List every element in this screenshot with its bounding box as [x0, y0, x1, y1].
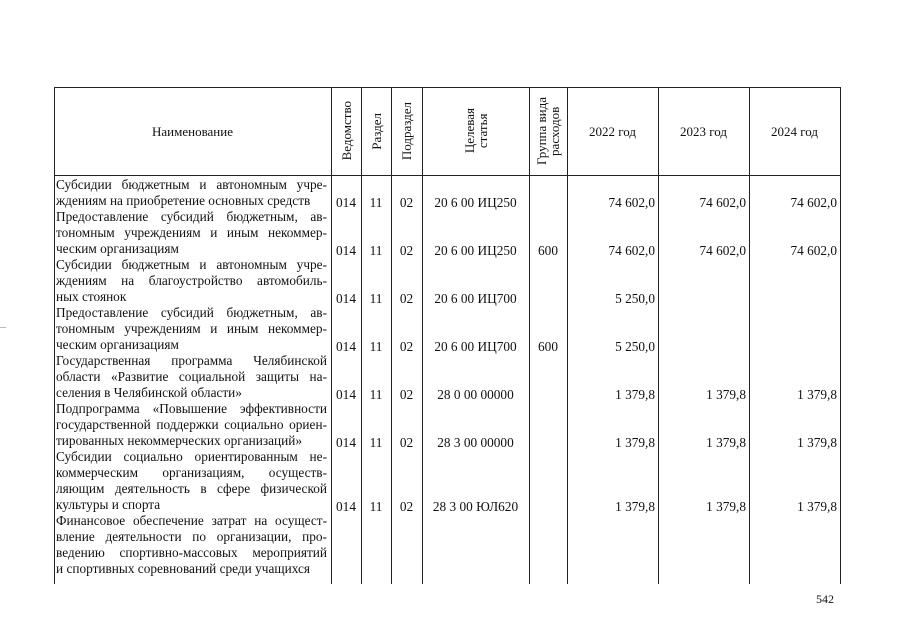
row-name-line: Подпрограмма «Повышение эффективности	[56, 401, 327, 416]
row-cell-podrazdel: 02	[399, 291, 414, 306]
row-cell-y2024: 1 379,8	[797, 387, 837, 402]
row-name-line: коммерческим организациям, осуществ-	[56, 465, 327, 480]
header-ved	[331, 87, 361, 175]
row-name-line: области «Развитие социальной защиты на-	[56, 369, 327, 384]
row-cell-gruppa: 600	[538, 339, 558, 354]
header-2023	[658, 87, 749, 175]
row-name-line: вление деятельности по организации, про-	[56, 529, 327, 544]
row-cell-podrazdel: 02	[399, 387, 414, 402]
header-ved-label: Ведомство	[338, 101, 354, 161]
row-cell-y2022: 1 379,8	[615, 499, 655, 514]
row-name-line: Предоставление субсидий бюджетным, ав-	[56, 305, 327, 320]
header-statya-line2: статья	[474, 113, 490, 149]
row-cell-y2024: 1 379,8	[797, 435, 837, 450]
row-name-line: Государственная программа Челябинской	[56, 353, 327, 368]
row-cell-ved: 014	[336, 435, 356, 450]
row-name-line: ждениям на благоустройство автомобиль-	[56, 273, 327, 288]
header-razdel-label: Раздел	[368, 112, 384, 150]
header-2024-label: 2024 год	[771, 123, 818, 139]
row-cell-y2023: 1 379,8	[706, 499, 746, 514]
header-2022	[567, 87, 658, 175]
row-cell-podrazdel: 02	[399, 435, 414, 450]
header-gruppa	[529, 87, 567, 175]
row-cell-razdel: 11	[369, 435, 383, 450]
header-gruppa-label	[535, 97, 561, 165]
row-cell-statya: 28 0 00 00000	[437, 387, 514, 402]
row-cell-statya: 28 3 00 00000	[437, 435, 514, 450]
row-cell-podrazdel: 02	[399, 195, 414, 210]
header-statya	[422, 87, 529, 175]
header-gruppa-line1: Группа вида	[534, 97, 549, 165]
row-cell-y2023: 1 379,8	[706, 435, 746, 450]
row-cell-statya: 20 6 00 ИЦ250	[434, 195, 517, 210]
row-cell-gruppa: 600	[538, 243, 558, 258]
row-cell-statya: 20 6 00 ИЦ700	[434, 339, 517, 354]
header-2023-label: 2023 год	[680, 123, 727, 139]
row-cell-statya: 20 6 00 ИЦ250	[434, 243, 517, 258]
header-statya-line1: Целевая	[461, 108, 477, 154]
row-cell-y2023: 74 602,0	[699, 195, 746, 210]
header-2022-label: 2022 год	[589, 123, 636, 139]
header-2024	[749, 87, 840, 175]
row-cell-y2024: 1 379,8	[797, 499, 837, 514]
header-razdel	[361, 87, 391, 175]
row-cell-ved: 014	[336, 195, 356, 210]
row-cell-razdel: 11	[369, 387, 383, 402]
row-cell-razdel: 11	[369, 499, 383, 514]
row-name-line: Субсидии бюджетным и автономным учре-	[56, 177, 327, 192]
row-cell-razdel: 11	[369, 339, 383, 354]
row-cell-podrazdel: 02	[399, 339, 414, 354]
row-cell-y2022: 5 250,0	[615, 339, 655, 354]
row-name-line: Субсидии бюджетным и автономным учре-	[56, 257, 327, 272]
row-cell-y2022: 74 602,0	[608, 195, 655, 210]
header-podrazdel	[391, 87, 422, 175]
row-name-line: Финансовое обеспечение затрат на осущест-	[56, 513, 327, 528]
row-cell-y2024: 74 602,0	[790, 243, 837, 258]
row-name-line: Субсидии социально ориентированным не-	[56, 449, 327, 464]
row-name-line: ведению спортивно-массовых мероприятий	[56, 545, 327, 560]
header-name	[54, 87, 331, 175]
row-cell-y2024: 74 602,0	[790, 195, 837, 210]
header-bottom-border	[54, 175, 841, 176]
row-cell-ved: 014	[336, 339, 356, 354]
page-number: 542	[816, 592, 834, 606]
header-gruppa-line2: расходов	[547, 106, 562, 156]
col-border	[840, 87, 841, 584]
row-cell-y2023: 74 602,0	[699, 243, 746, 258]
row-cell-razdel: 11	[369, 243, 383, 258]
scan-margin-mark	[0, 327, 6, 328]
row-name-line: тономным учреждениям и иным некоммер-	[56, 321, 327, 336]
row-cell-y2022: 1 379,8	[615, 387, 655, 402]
row-cell-podrazdel: 02	[399, 499, 414, 514]
row-cell-ved: 014	[336, 243, 356, 258]
row-cell-y2023: 1 379,8	[706, 387, 746, 402]
row-cell-ved: 014	[336, 387, 356, 402]
row-cell-statya: 20 6 00 ИЦ700	[434, 291, 517, 306]
budget-table	[54, 87, 841, 584]
row-name-line: селения в Челябинской области»	[56, 385, 242, 400]
row-name-line: ляющим деятельность в сфере физической	[56, 481, 327, 496]
row-name-line: культуры и спорта	[56, 497, 161, 512]
row-cell-razdel: 11	[369, 291, 383, 306]
header-statya-label	[463, 108, 489, 153]
header-name-label: Наименование	[152, 123, 233, 139]
row-name-line: тономным учреждениям и иным некоммер-	[56, 225, 327, 240]
row-cell-y2022: 1 379,8	[615, 435, 655, 450]
row-name-line: тированных некоммерческих организаций»	[56, 433, 303, 448]
row-cell-statya: 28 3 00 ЮЛ620	[432, 499, 519, 514]
row-cell-ved: 014	[336, 291, 356, 306]
row-name-line: и спортивных соревнований среди учащихся	[56, 561, 310, 576]
row-name-line: ческим организациям	[56, 337, 179, 352]
row-cell-podrazdel: 02	[399, 243, 414, 258]
row-cell-razdel: 11	[369, 195, 383, 210]
row-cell-y2022: 74 602,0	[608, 243, 655, 258]
row-name-line: ждениям на приобретение основных средств	[56, 193, 311, 208]
row-name-line: государственной поддержки социально ориен-	[56, 417, 327, 432]
row-cell-ved: 014	[336, 499, 356, 514]
row-name-line: Предоставление субсидий бюджетным, ав-	[56, 209, 327, 224]
row-name-line: ных стоянок	[56, 289, 127, 304]
row-name-line: ческим организациям	[56, 241, 179, 256]
row-cell-y2022: 5 250,0	[615, 291, 655, 306]
header-podrazdel-label: Подраздел	[399, 101, 414, 161]
